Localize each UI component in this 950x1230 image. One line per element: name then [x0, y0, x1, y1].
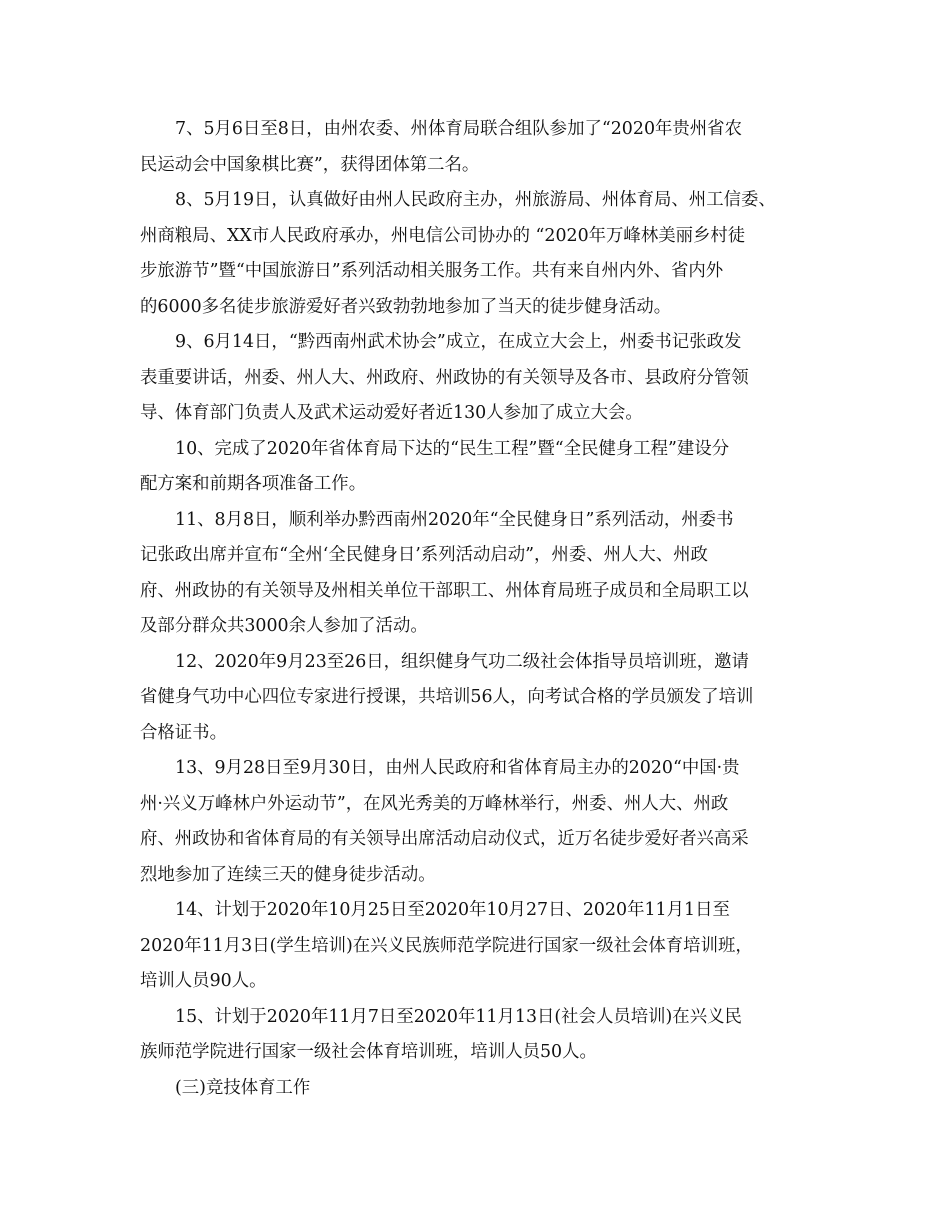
paragraph-item-13	[140, 751, 822, 893]
paragraph-item-7	[140, 112, 822, 183]
text-line: (三)竞技体育工作	[175, 1077, 311, 1098]
text-line: 13、9月28日至9月30日，由州人民政府和省体育局主办的2020“中国·贵	[175, 758, 740, 778]
text-line: 州·兴义万峰林户外运动节”，在风光秀美的万峰林举行，州委、州人大、州政	[140, 793, 729, 814]
text-line: 记张政出席并宣布“全州‘全民健身日’系列活动启动”，州委、州人大、州政	[140, 545, 708, 565]
text-line: 导、体育部门负责人及武术运动爱好者近130人参加了成立大会。	[140, 403, 643, 423]
paragraph-item-14	[140, 893, 822, 1000]
text-line: 2020年11月3日(学生培训)在兴义民族师范学院进行国家一级社会体育培训班，	[140, 935, 753, 956]
text-line: 族师范学院进行国家一级社会体育培训班，培训人员50人。	[140, 1042, 597, 1062]
text-line: 府、州政协的有关领导及州相关单位干部职工、州体育局班子成员和全局职工以	[140, 580, 749, 601]
text-line: 省健身气功中心四位专家进行授课，共培训56人，向考试合格的学员颁发了培训	[140, 687, 754, 707]
text-line: 14、计划于2020年10月25日至2020年10月27日、2020年11月1日至	[175, 900, 730, 920]
paragraph-item-9	[140, 325, 822, 432]
text-line: 民运动会中国象棋比赛”，获得团体第二名。	[140, 154, 480, 175]
text-line: 合格证书。	[140, 722, 227, 743]
text-line: 11、8月8日，顺利举办黔西南州2020年“全民健身日”系列活动，州委书	[175, 509, 734, 530]
text-line: 8、5月19日，认真做好由州人民政府主办，州旅游局、州体育局、州工信委、	[175, 190, 776, 210]
text-line: 15、计划于2020年11月7日至2020年11月13日(社会人员培训)在兴义民	[175, 1006, 742, 1027]
text-line: 烈地参加了连续三天的健身徒步活动。	[140, 864, 436, 885]
paragraph-item-10	[140, 432, 822, 503]
paragraph-item-12	[140, 645, 822, 752]
text-line: 10、完成了2020年省体育局下达的“民生工程”暨“全民健身工程”建设分	[175, 438, 730, 459]
text-line: 及部分群众共3000余人参加了活动。	[140, 616, 428, 636]
paragraph-item-8	[140, 183, 822, 325]
section-heading	[140, 1071, 822, 1107]
text-line: 12、2020年9月23至26日，组织健身气功二级社会体指导员培训班，邀请	[175, 651, 749, 672]
text-line: 配方案和前期各项准备工作。	[140, 474, 367, 494]
paragraph-item-11	[140, 503, 822, 645]
text-line: 州商粮局、XX市人民政府承办，州电信公司协办的 “2020年万峰林美丽乡村徒	[140, 225, 746, 246]
text-line: 9、6月14日，“黔西南州武术协会”成立，在成立大会上，州委书记张政发	[175, 332, 742, 352]
text-line: 7、5月6日至8日，由州农委、州体育局联合组队参加了“2020年贵州省农	[175, 119, 742, 139]
paragraph-item-15	[140, 1000, 822, 1071]
text-line: 府、州政协和省体育局的有关领导出席活动启动仪式，近万名徒步爱好者兴高采	[140, 829, 749, 849]
text-line: 的6000多名徒步旅游爱好者兴致勃勃地参加了当天的徒步健身活动。	[140, 296, 672, 317]
text-line: 表重要讲话，州委、州人大、州政府、州政协的有关领导及各市、县政府分管领	[140, 367, 749, 388]
text-line: 培训人员90人。	[140, 971, 267, 991]
document-page	[140, 112, 822, 1106]
text-line: 步旅游节”暨“中国旅游日”系列活动相关服务工作。共有来自州内外、省内外	[140, 261, 724, 281]
